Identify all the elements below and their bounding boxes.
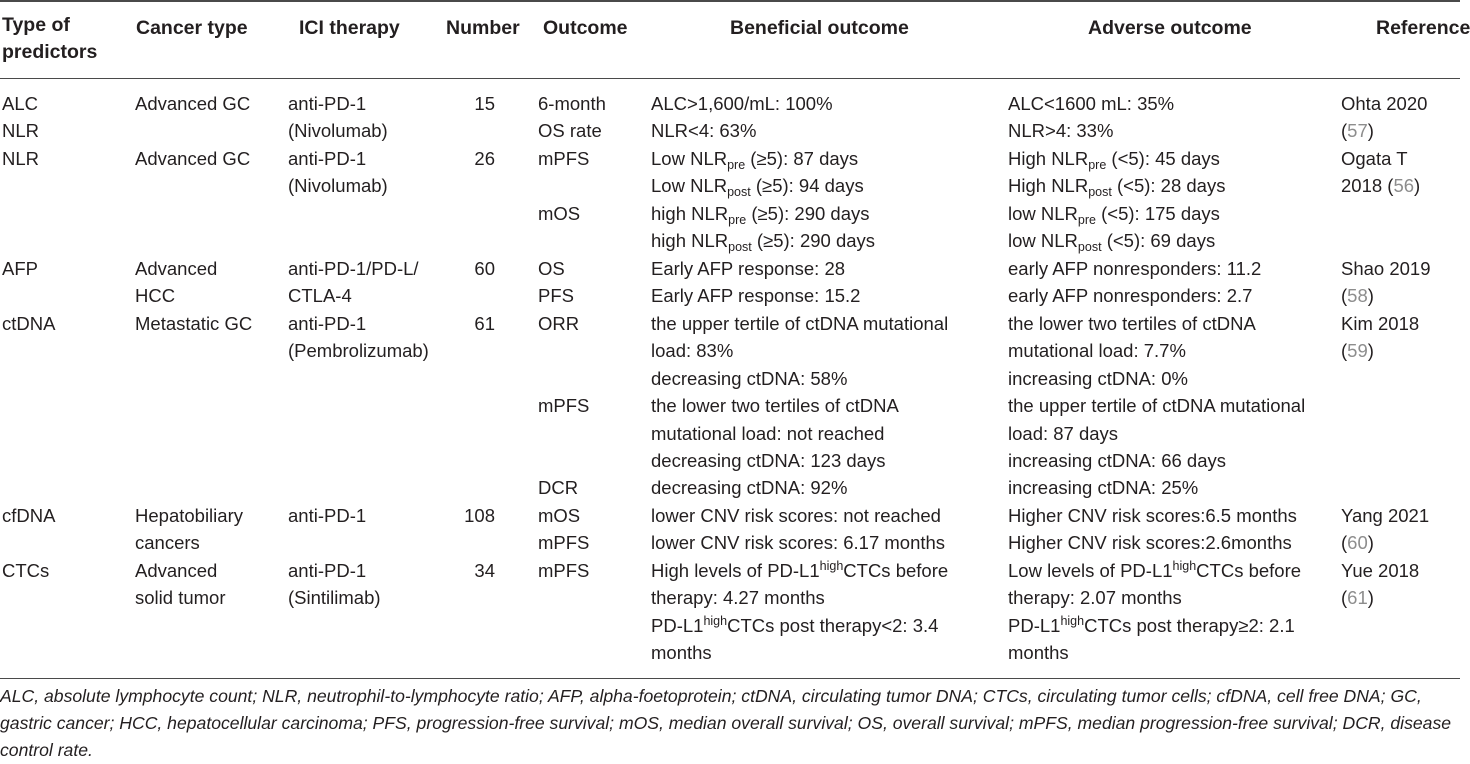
cell-reference: Ohta 2020 (57) [1341, 93, 1428, 142]
header-number: Number [446, 17, 520, 39]
cell-adverse-outcome: the lower two tertiles of ctDNA mutational load: 7.7% increasing ctDNA: 0% the upper tertile of ctDNA mutational load: 87 days increasing ctDNA: 66 days increasing ctDNA: 25% [1008, 313, 1306, 499]
reference-link[interactable]: 59 [1347, 340, 1368, 362]
bottom-rule [0, 678, 1460, 679]
cell-cancer-type: Advanced HCC [135, 258, 218, 307]
table-footnote [0, 683, 1460, 764]
reference-link[interactable]: 57 [1347, 120, 1368, 142]
cell-cancer-type: Metastatic GC [135, 313, 253, 334]
cell-number: 15 [474, 93, 495, 114]
cell-cancer-type: Hepatobiliary cancers [135, 505, 243, 554]
cell-cancer-type: Advanced GC [135, 93, 251, 114]
cell-beneficial-outcome: ALC>1,600/mL: 100% NLR<4: 63% [651, 93, 833, 142]
cell-ici-therapy: anti-PD-1 (Nivolumab) [288, 148, 388, 197]
cell-number: 60 [474, 258, 495, 279]
footnote-line: gastric cancer; HCC, hepatocellular carcinoma; PFS, progression-free survival; mOS, median overall survival; OS, overall survival; mPFS, median progression-free survival; DCR, disease [0, 713, 1452, 733]
cell-outcome: 6-month OS rate [538, 93, 606, 142]
cell-cancer-type: Advanced solid tumor [135, 560, 226, 609]
header-reference: Reference [1376, 17, 1470, 39]
cell-number: 108 [464, 505, 495, 526]
cell-outcome: mOS mPFS [538, 505, 590, 554]
cell-adverse-outcome: early AFP nonresponders: 11.2 early AFP nonresponders: 2.7 [1008, 258, 1262, 307]
cell-number: 34 [474, 560, 495, 581]
cell-beneficial-outcome: the upper tertile of ctDNA mutational load: 83% decreasing ctDNA: 58% the lower two tertiles of ctDNA mutational load: not reached decreasing ctDNA: 123 days decreasing ctDNA: 92% [651, 313, 949, 499]
cell-number: 26 [474, 148, 495, 169]
cell-adverse-outcome: Higher CNV risk scores:6.5 months Higher CNV risk scores:2.6months [1008, 505, 1297, 554]
cell-cancer-type: Advanced GC [135, 148, 251, 169]
cell-outcome: ORR mPFS DCR [538, 313, 590, 499]
footnote-line: control rate. [0, 740, 93, 760]
cell-ici-therapy: anti-PD-1 (Sintilimab) [288, 560, 381, 609]
cell-type: CTCs [2, 560, 50, 581]
header-rule [0, 78, 1460, 79]
cell-reference: Ogata T 2018 (56) [1341, 148, 1421, 197]
cell-adverse-outcome: Low levels of $PD-L1^{high}CTCs$ before therapy: 2.07 months $PD-L1^{high}CTCs$ post therapy≥2: 2.1 months [1008, 559, 1302, 664]
footnote-line: ALC, absolute lymphocyte count; NLR, neutrophil-to-lymphocyte ratio; AFP, alpha-foetoprotein; ctDNA, circulating tumor DNA; CTCs, circulating tumor cells; cfDNA, cell free DNA; GC, [0, 686, 1422, 706]
header-beneficial-outcome: Beneficial outcome [730, 17, 909, 39]
cell-reference: Kim 2018 (59) [1341, 313, 1420, 362]
cell-type: AFP [2, 258, 38, 279]
cell-beneficial-outcome: lower CNV risk scores: not reached lower CNV risk scores: 6.17 months [651, 505, 946, 554]
reference-link[interactable]: 61 [1347, 587, 1368, 609]
header-adverse-outcome: Adverse outcome [1088, 17, 1252, 39]
cell-beneficial-outcome: Early AFP response: 28 Early AFP response: 15.2 [651, 258, 861, 307]
cell-outcome: mPFS [538, 560, 590, 581]
cell-reference: Yang 2021 (60) [1341, 505, 1430, 554]
header-type: Type of predictors [2, 14, 98, 63]
cell-type: ctDNA [2, 313, 56, 334]
header-ici-therapy: ICI therapy [299, 17, 400, 39]
cell-ici-therapy: anti-PD-1 [288, 505, 367, 526]
header-cancer-type: Cancer type [136, 17, 248, 39]
reference-link[interactable]: 60 [1347, 532, 1368, 554]
header-outcome: Outcome [543, 17, 628, 39]
cell-ici-therapy: anti-PD-1 (Pembrolizumab) [288, 313, 429, 362]
cell-type: NLR [2, 148, 40, 169]
cell-beneficial-outcome: High levels of $PD-L1^{high}CTCs$ before therapy: 4.27 months $PD-L1^{high}CTCs$ post therapy<2: 3.4 months [651, 559, 949, 664]
cell-outcome: OS PFS [538, 258, 574, 307]
cell-type: ALC NLR [2, 93, 40, 142]
cell-type: cfDNA [2, 505, 56, 526]
cell-adverse-outcome: High $NLR_{pre}$ (<5): 45 days High $NLR_{post}$ (<5): 28 days low $NLR_{pre}$ (<5): 175 days low $NLR_{post}$ (<5): 69 days [1008, 148, 1226, 255]
cell-reference: Shao 2019 (58) [1341, 258, 1431, 307]
cell-number: 61 [474, 313, 495, 334]
cell-ici-therapy: anti-PD-1/PD-L/ CTLA-4 [288, 258, 419, 307]
cell-outcome: mPFS mOS [538, 148, 590, 224]
cell-reference: Yue 2018 (61) [1341, 560, 1420, 609]
reference-link[interactable]: 58 [1347, 285, 1368, 307]
table-header [0, 0, 1470, 80]
cell-beneficial-outcome: Low $NLR_{pre}$ (≥5): 87 days Low $NLR_{post}$ (≥5): 94 days high $NLR_{pre}$ (≥5): 290 days high $NLR_{post}$ (≥5): 290 days [651, 148, 876, 255]
cell-adverse-outcome: ALC<1600 mL: 35% NLR>4: 33% [1008, 93, 1175, 142]
reference-link[interactable]: 56 [1393, 175, 1415, 197]
cell-ici-therapy: anti-PD-1 (Nivolumab) [288, 93, 388, 142]
